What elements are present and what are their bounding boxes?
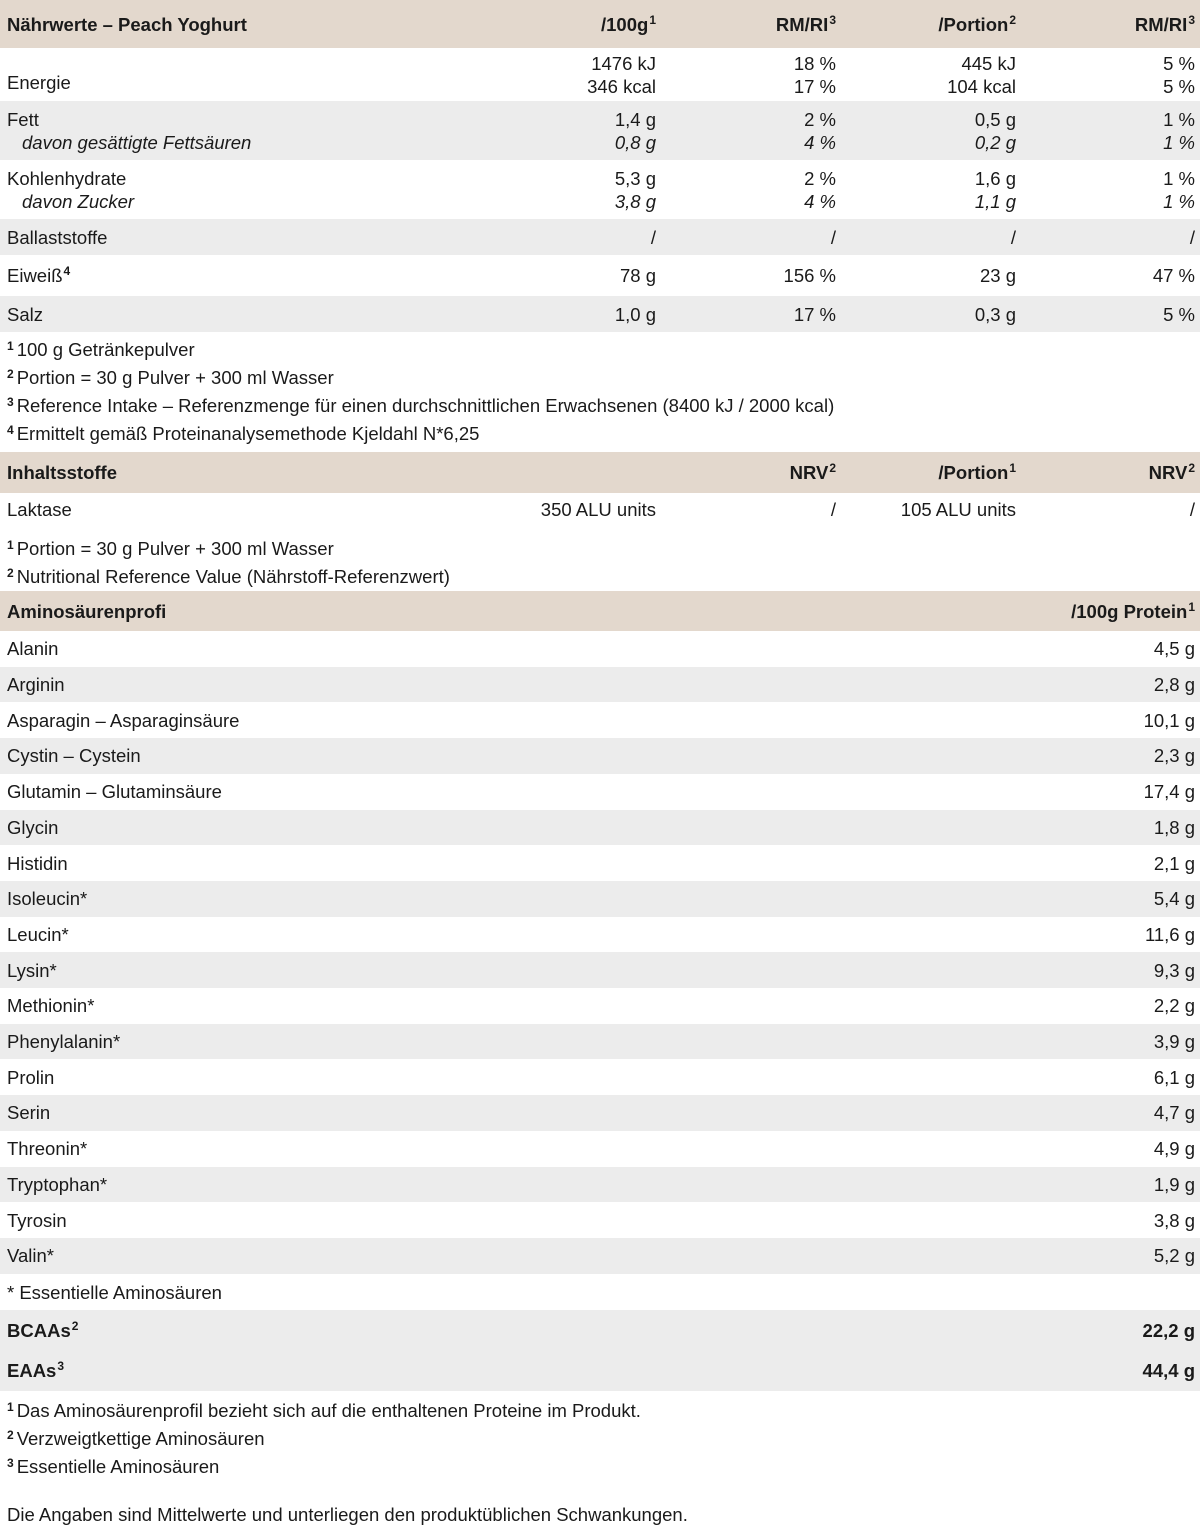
table-row bbox=[0, 881, 1200, 917]
amino-value: 2,1 g bbox=[1153, 852, 1195, 874]
table-row bbox=[0, 631, 1200, 667]
col-rm-ri-header: $RM/RI^3$ bbox=[775, 12, 836, 35]
table-row bbox=[0, 917, 1200, 953]
salz-per-portion: 0,3 g bbox=[974, 303, 1016, 325]
row-label: Fett davon gesättigte Fettsäuren bbox=[7, 108, 252, 153]
amino-name: Lysin* bbox=[7, 959, 57, 981]
amino-value: 11,6 g bbox=[1144, 923, 1195, 945]
eiweiss-per-portion: 23 g bbox=[979, 265, 1016, 286]
table-row-eiweiss bbox=[0, 255, 1200, 296]
laktase-per-100g: 350 ALU units bbox=[540, 498, 656, 520]
table-row bbox=[0, 1059, 1200, 1095]
amino-value: 5,2 g bbox=[1153, 1245, 1195, 1267]
essential-note-row bbox=[0, 1274, 1200, 1310]
energie-per-portion: 445 kJ 104 kcal bbox=[947, 52, 1016, 97]
amino-name: Glutamin – Glutaminsäure bbox=[7, 781, 222, 803]
fett-rm-ri: 2 % 4 % bbox=[804, 108, 836, 153]
amino-name: Tryptophan* bbox=[7, 1173, 108, 1195]
amino-value: 9,3 g bbox=[1153, 959, 1195, 981]
amino-value: 3,8 g bbox=[1153, 1209, 1195, 1231]
table-row bbox=[0, 1131, 1200, 1167]
kh-per-portion: 1,6 g 1,1 g bbox=[974, 167, 1016, 212]
ballast-rm-ri: / bbox=[830, 226, 836, 248]
inhalt-footnote: $^2$ Nutritional Reference Value (Nährstoff-Referenzwert) bbox=[7, 566, 450, 587]
amino-table-title: Aminosäurenprofi bbox=[7, 600, 167, 622]
row-label: Salz bbox=[7, 303, 43, 325]
table-row-fett bbox=[0, 101, 1200, 160]
eiweiss-rm-ri: 156 % bbox=[783, 265, 836, 286]
amino-value: 4,9 g bbox=[1153, 1138, 1195, 1160]
amino-header-row bbox=[0, 591, 1200, 631]
amino-footnote: $^1$ Das Aminosäurenprofil bezieht sich auf die enthaltenen Proteine im Produkt. bbox=[7, 1400, 641, 1421]
amino-name: Phenylalanin* bbox=[7, 1031, 121, 1053]
amino-name: Valin* bbox=[7, 1245, 54, 1267]
eiweiss-per-100g: 78 g bbox=[619, 265, 656, 286]
kh-rm-ri: 2 % 4 % bbox=[804, 167, 836, 212]
table-row-bcaa bbox=[0, 1310, 1200, 1350]
amino-name: Serin bbox=[7, 1102, 51, 1124]
salz-per-100g: 1,0 g bbox=[614, 303, 656, 325]
amino-name: Cystin – Cystein bbox=[7, 745, 141, 767]
row-label: Eiweiß$^4$ bbox=[7, 264, 71, 286]
amino-name: Histidin bbox=[7, 852, 68, 874]
table-row-kohlenhydrate bbox=[0, 160, 1200, 219]
amino-name: Arginin bbox=[7, 674, 65, 696]
col-per-portion-header: /Portion$^1$ bbox=[938, 461, 1016, 483]
col-nrv-portion-header: NRV$^2$ bbox=[1148, 461, 1195, 483]
disclaimer: Die Angaben sind Mittelwerte und unterliegen den produktüblichen Schwankungen. bbox=[7, 1504, 688, 1525]
ballast-rm-ri-portion: / bbox=[1189, 226, 1195, 248]
table-row-laktase bbox=[0, 493, 1200, 525]
amino-value: 10,1 g bbox=[1143, 709, 1195, 731]
table-row-eaa bbox=[0, 1350, 1200, 1391]
fett-rm-ri-portion: 1 % 1 % bbox=[1163, 108, 1195, 153]
table-row bbox=[0, 988, 1200, 1024]
table-row-salz bbox=[0, 296, 1200, 332]
ballast-per-portion: / bbox=[1010, 226, 1016, 248]
table-row bbox=[0, 845, 1200, 881]
amino-value: 2,2 g bbox=[1153, 995, 1195, 1017]
row-label: EAAs$^3$ bbox=[7, 1359, 65, 1381]
ballast-per-100g: / bbox=[650, 226, 656, 248]
amino-name: Methionin* bbox=[7, 995, 95, 1017]
amino-name: Tyrosin bbox=[7, 1209, 67, 1231]
col-rm-ri-portion-header: $RM/RI^3$ bbox=[1134, 12, 1195, 35]
laktase-nrv-portion: / bbox=[1189, 498, 1195, 520]
bcaa-value: 22,2 g bbox=[1142, 1319, 1195, 1341]
energie-rm-ri-portion: 5 % 5 % bbox=[1163, 52, 1195, 97]
amino-name: Leucin* bbox=[7, 923, 69, 945]
amino-name: Threonin* bbox=[7, 1138, 88, 1160]
amino-name: Glycin bbox=[7, 816, 59, 838]
kh-per-100g: 5,3 g 3,8 g bbox=[614, 167, 656, 212]
fett-per-portion: 0,5 g 0,2 g bbox=[974, 108, 1016, 153]
fett-per-100g: 1,4 g 0,8 g bbox=[614, 108, 656, 153]
amino-value: 4,7 g bbox=[1153, 1102, 1195, 1124]
amino-name: Prolin bbox=[7, 1066, 55, 1088]
amino-name: Asparagin – Asparaginsäure bbox=[7, 709, 240, 731]
table-row bbox=[0, 1024, 1200, 1060]
amino-footnote: $^3$ Essentielle Aminosäuren bbox=[7, 1456, 220, 1477]
table-row bbox=[0, 1202, 1200, 1238]
nutrition-footnote: $^1$ 100 g Getränkepulver bbox=[7, 339, 195, 360]
salz-rm-ri-portion: 5 % bbox=[1163, 303, 1195, 325]
amino-value: 5,4 g bbox=[1153, 888, 1195, 910]
col-per-portion-header: /Portion$^2$ bbox=[938, 12, 1016, 35]
table-row-energie bbox=[0, 48, 1200, 101]
eiweiss-rm-ri-portion: 47 % bbox=[1152, 265, 1195, 286]
nutrition-table-title: Nährwerte – Peach Yoghurt bbox=[7, 13, 247, 35]
table-row bbox=[0, 774, 1200, 810]
col-nrv-header: NRV$^2$ bbox=[789, 461, 836, 483]
table-row bbox=[0, 702, 1200, 738]
inhalt-table-title: Inhaltsstoffe bbox=[7, 462, 117, 483]
table-row bbox=[0, 810, 1200, 846]
row-label: BCAAs$^2$ bbox=[7, 1318, 79, 1341]
row-label: Laktase bbox=[7, 498, 72, 520]
amino-value: 2,3 g bbox=[1153, 745, 1195, 767]
amino-value: 1,8 g bbox=[1153, 816, 1195, 838]
amino-value: 6,1 g bbox=[1153, 1066, 1195, 1088]
amino-value: 4,5 g bbox=[1153, 638, 1195, 660]
amino-name: Isoleucin* bbox=[7, 888, 88, 910]
row-label: Energie bbox=[7, 72, 71, 93]
col-per-100g-protein-header: /100g Protein$^1$ bbox=[1071, 599, 1195, 622]
energie-per-100g: 1476 kJ 346 kcal bbox=[587, 52, 656, 97]
salz-rm-ri: 17 % bbox=[793, 303, 836, 325]
amino-value: 1,9 g bbox=[1153, 1173, 1195, 1195]
nutrition-footnote: $^4$ Ermittelt gemäß Proteinanalysemethode Kjeldahl N*6,25 bbox=[7, 423, 480, 444]
table-row bbox=[0, 667, 1200, 703]
inhalt-header-row bbox=[0, 452, 1200, 493]
amino-name: Alanin bbox=[7, 638, 59, 660]
table-row bbox=[0, 952, 1200, 988]
nutrition-header-row bbox=[0, 0, 1200, 48]
inhalt-footnote: $^1$ Portion = 30 g Pulver + 300 ml Wasser bbox=[7, 538, 334, 559]
col-per-100g-header: $/100g^1$ bbox=[601, 12, 656, 35]
energie-rm-ri: 18 % 17 % bbox=[793, 52, 836, 97]
table-row bbox=[0, 1238, 1200, 1274]
table-row bbox=[0, 1095, 1200, 1131]
nutrition-footnote: $^3$ Reference Intake – Referenzmenge für einen durchschnittlichen Erwachsenen (8400 kJ / 2000 kcal) bbox=[7, 395, 835, 416]
row-label: Ballaststoffe bbox=[7, 226, 108, 248]
essential-note: * Essentielle Aminosäuren bbox=[7, 1281, 222, 1303]
laktase-per-portion: 105 ALU units bbox=[900, 498, 1016, 520]
amino-footnote: $^2$ Verzweigtkettige Aminosäuren bbox=[7, 1428, 265, 1449]
table-row-ballaststoffe bbox=[0, 219, 1200, 255]
eaa-value: 44,4 g bbox=[1142, 1360, 1195, 1381]
laktase-nrv: / bbox=[830, 498, 836, 520]
table-row bbox=[0, 1167, 1200, 1203]
amino-value: 2,8 g bbox=[1153, 674, 1195, 696]
kh-rm-ri-portion: 1 % 1 % bbox=[1163, 167, 1195, 212]
table-row bbox=[0, 738, 1200, 774]
row-label: Kohlenhydrate davon Zucker bbox=[7, 167, 135, 212]
amino-value: 3,9 g bbox=[1153, 1031, 1195, 1053]
amino-value: 17,4 g bbox=[1143, 781, 1195, 803]
nutrition-footnote: $^2$ Portion = 30 g Pulver + 300 ml Wasser bbox=[7, 367, 334, 388]
